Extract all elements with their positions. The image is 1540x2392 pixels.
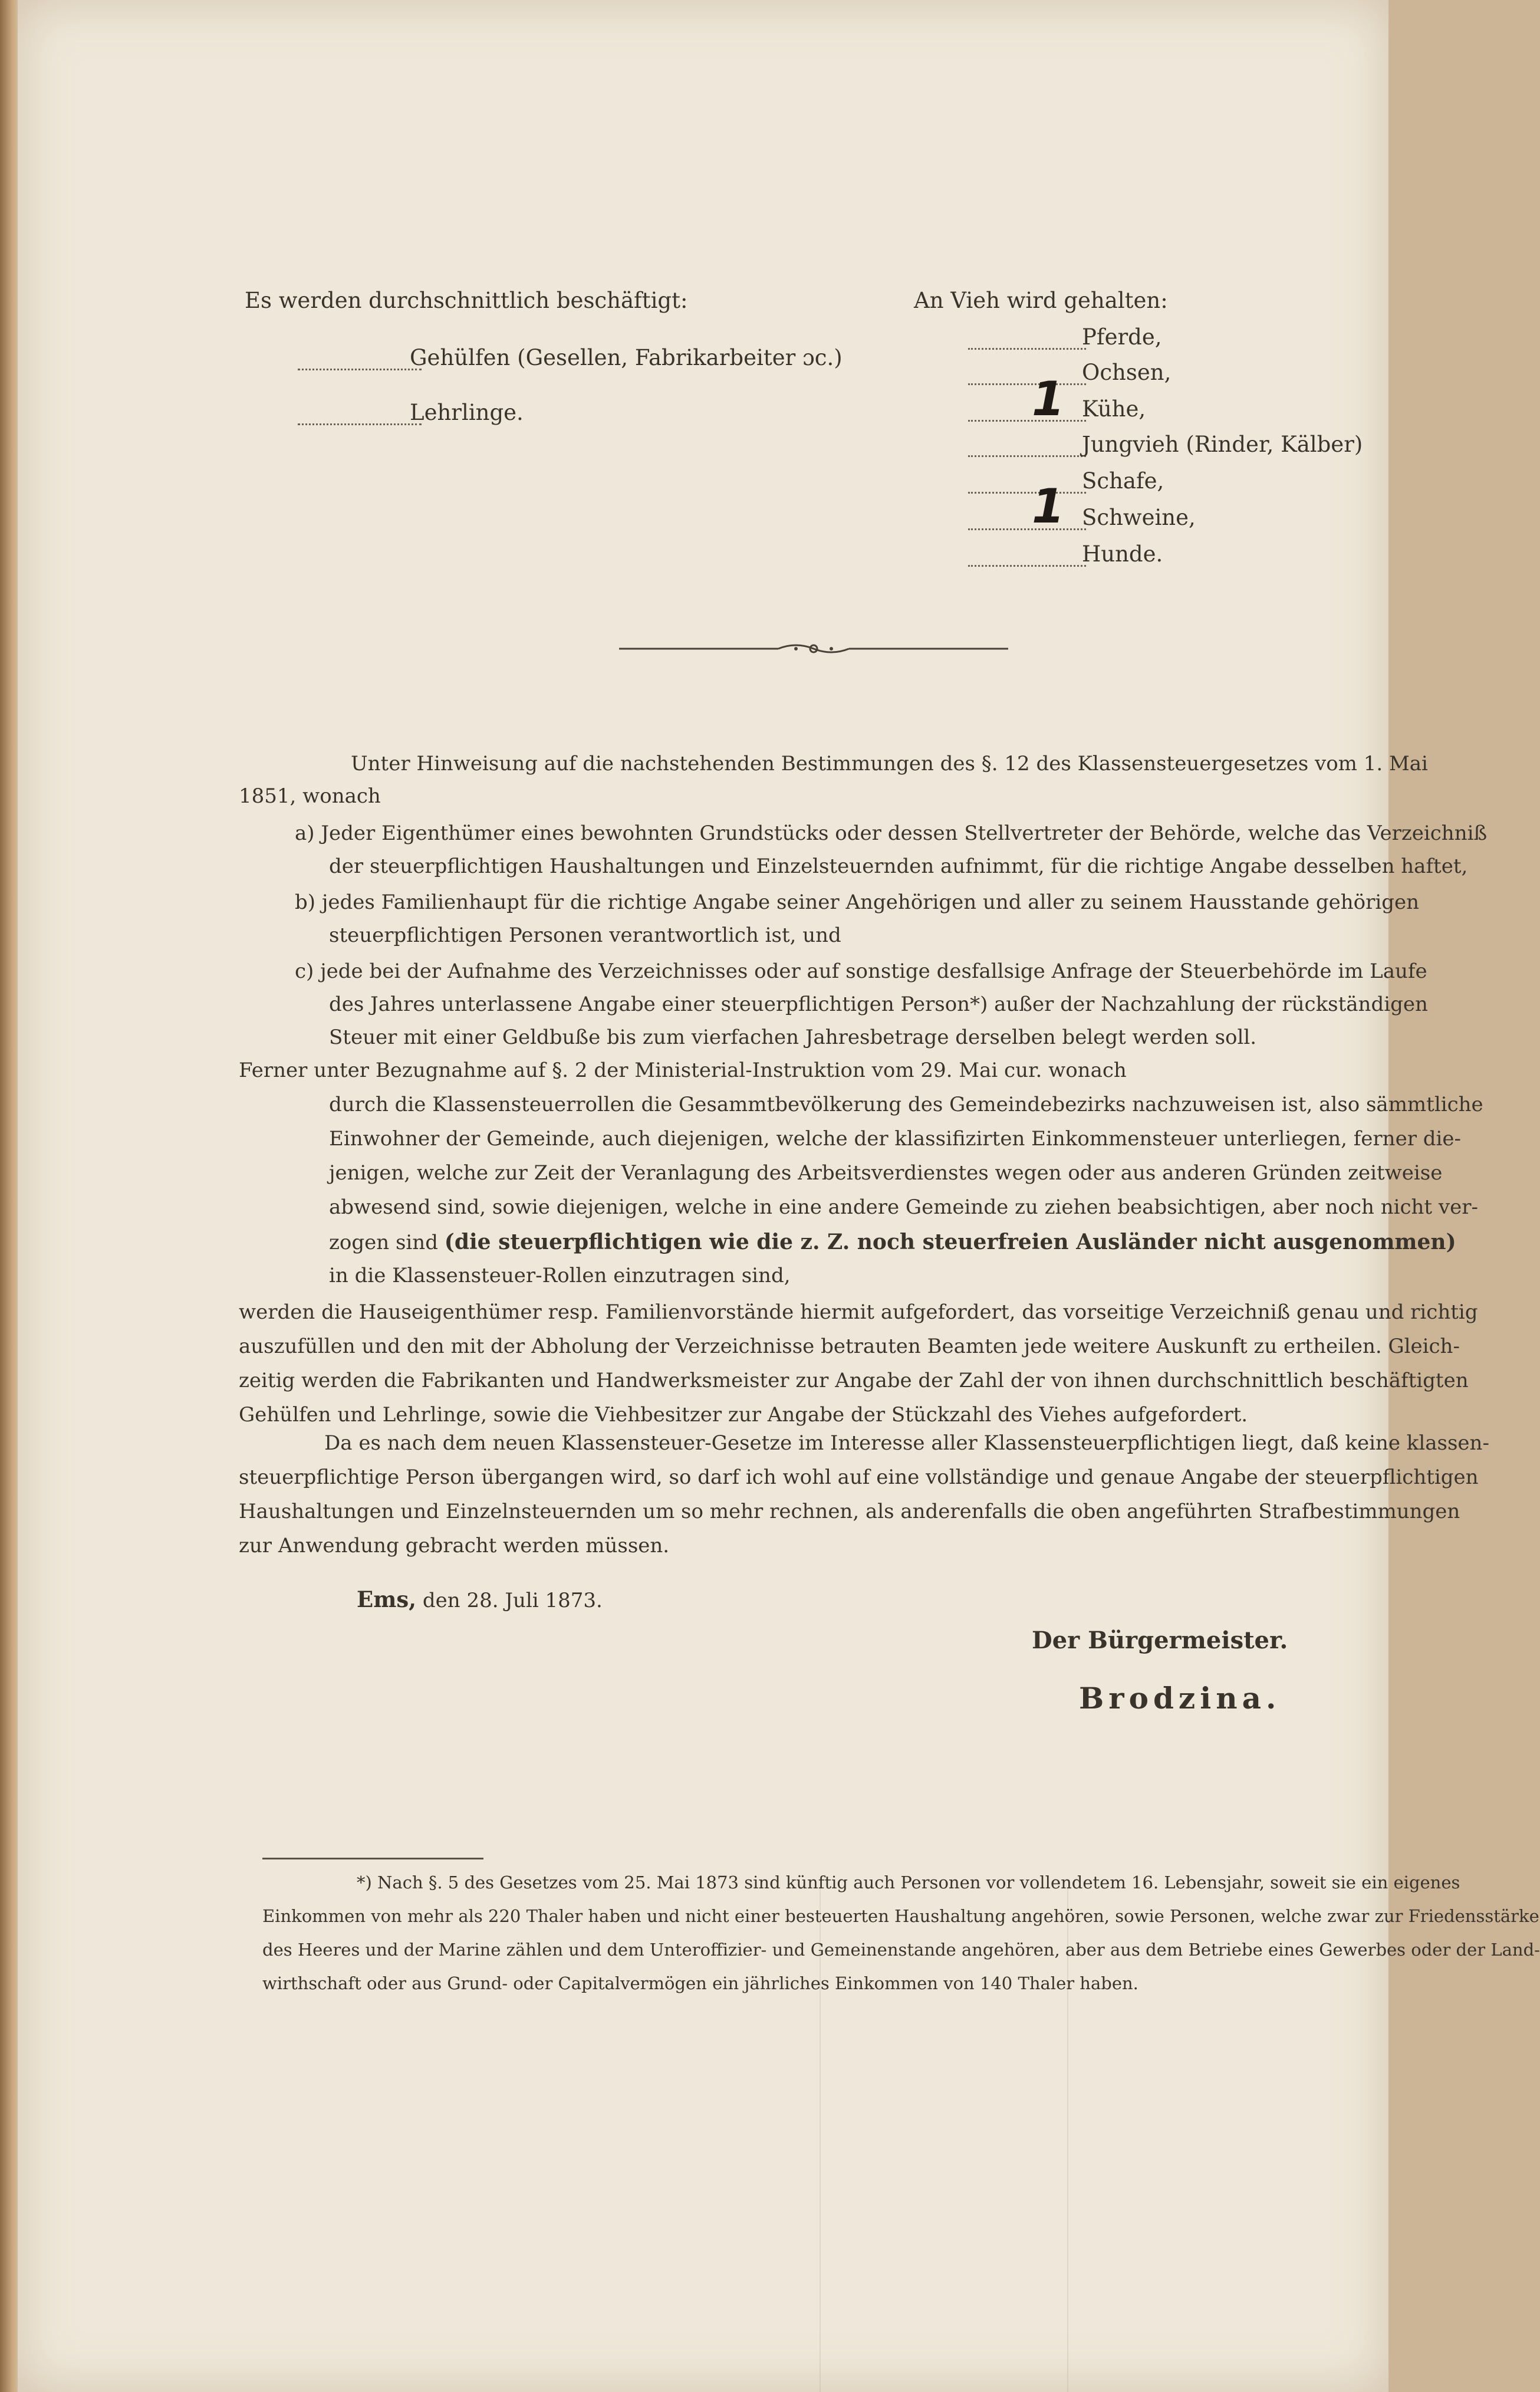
werden-line-2: auszufüllen und den mit der Abholung der Verzeichnisse betrauten Beamten jede weitere Auskunft zu ertheilen. Gleich-	[239, 1335, 1460, 1358]
ferner-line-5: abwesend sind, sowie diejenigen, welche in eine andere Gemeinde zu ziehen beabsichtigen, aber noch nicht ver-	[329, 1195, 1478, 1219]
da-line-1: Da es nach dem neuen Klassensteuer-Gesetze im Interesse aller Klassensteuerpflichtigen liegt, daß keine klassen-	[324, 1431, 1489, 1455]
ornament-divider	[619, 637, 1008, 661]
ferner-line-6-bold: (die steuerpflichtigen wie die z. Z. noch steuerfreien Ausländer nicht ausgenommen)	[444, 1230, 1456, 1254]
employees-apprentices-label: Lehrlinge.	[410, 400, 524, 425]
document-page	[18, 0, 1540, 2392]
footnote-line-3: des Heeres und der Marine zählen und dem Unteroffizier- und Gemeinenstande angehören, aber aus dem Betriebe eines Gewerbes oder der Land-	[262, 1940, 1540, 1960]
livestock-young-cattle-field[interactable]	[968, 455, 1086, 457]
signature-name: Brodzina.	[1079, 1681, 1281, 1716]
livestock-dogs-label: Hunde.	[1082, 541, 1163, 567]
item-b-line-1: b) jedes Familienhaupt für die richtige Angabe seiner Angehörigen und aller zu seinem Hausstande gehörigen	[295, 891, 1420, 914]
livestock-sheep-label: Schafe,	[1082, 468, 1164, 494]
livestock-dogs-field[interactable]	[968, 565, 1086, 567]
da-line-4: zur Anwendung gebracht werden müssen.	[239, 1534, 670, 1558]
ruling-line	[820, 1887, 821, 2392]
employees-assistants-field[interactable]	[298, 369, 422, 370]
livestock-oxen-field[interactable]	[968, 383, 1086, 385]
ferner-line-4: jenigen, welche zur Zeit der Veranlagung des Arbeitsverdienstes wegen oder aus anderen Gründen zeitweise	[329, 1161, 1443, 1185]
footnote-line-4: wirthschaft oder aus Grund- oder Capitalvermögen ein jährliches Einkommen von 140 Thaler haben.	[262, 1973, 1138, 1993]
livestock-horses-field[interactable]	[968, 348, 1086, 350]
livestock-cows-label: Kühe,	[1082, 396, 1146, 422]
ferner-line-6	[329, 1230, 1456, 1254]
signature-title: Der Bürgermeister.	[1032, 1627, 1288, 1654]
livestock-pigs-label: Schweine,	[1082, 505, 1196, 530]
intro-line-1: Unter Hinweisung auf die nachstehenden Bestimmungen des §. 12 des Klassensteuergesetzes vom 1. Mai	[351, 752, 1428, 776]
werden-line-4: Gehülfen und Lehrlinge, sowie die Viehbesitzer zur Angabe der Stückzahl des Viehes aufgefordert.	[239, 1403, 1248, 1427]
employees-apprentices-field[interactable]	[298, 423, 422, 425]
da-line-2: steuerpflichtige Person übergangen wird, so darf ich wohl auf eine vollständige und genaue Angabe der steuerpflichtigen	[239, 1466, 1479, 1489]
intro-line-2: 1851, wonach	[239, 784, 381, 808]
ferner-line-6-prefix: zogen sind	[329, 1231, 438, 1254]
date-line	[357, 1586, 603, 1612]
date-rest: den 28. Juli 1873.	[422, 1589, 603, 1612]
livestock-sheep-field[interactable]	[968, 492, 1086, 494]
ferner-line-7: in die Klassensteuer-Rollen einzutragen sind,	[329, 1264, 791, 1287]
livestock-pigs-field[interactable]	[968, 528, 1086, 530]
item-b-line-2: steuerpflichtigen Personen verantwortlich ist, und	[329, 924, 841, 947]
employees-heading: Es werden durchschnittlich beschäftigt:	[245, 288, 688, 313]
item-c-line-2: des Jahres unterlassene Angabe einer steuerpflichtigen Person*) außer der Nachzahlung der rückständigen	[329, 993, 1428, 1016]
livestock-cows-field[interactable]	[968, 420, 1086, 422]
werden-line-3: zeitig werden die Fabrikanten und Handwerksmeister zur Angabe der Zahl der von ihnen durchschnittlich beschäftigten	[239, 1369, 1469, 1392]
ferner-line-1: Ferner unter Bezugnahme auf §. 2 der Ministerial-Instruktion vom 29. Mai cur. wonach	[239, 1059, 1127, 1082]
footnote-line-2: Einkommen von mehr als 220 Thaler haben und nicht einer besteuerten Haushaltung angehören, sowie Personen, welche zwar zur Friedensstärke	[262, 1906, 1539, 1926]
item-a-line-1: a) Jeder Eigenthümer eines bewohnten Grundstücks oder dessen Stellvertreter der Behörde, welche das Verzeichniß	[295, 822, 1488, 845]
da-line-3: Haushaltungen und Einzelnsteuernden um so mehr rechnen, als anderenfalls die oben angeführten Strafbestimmungen	[239, 1500, 1460, 1523]
employees-assistants-label: Gehülfen (Gesellen, Fabrikarbeiter ɔc.)	[410, 345, 843, 370]
livestock-cows-value: 1	[1032, 372, 1065, 426]
item-c-line-1: c) jede bei der Aufnahme des Verzeichnisses oder auf sonstige desfallsige Anfrage der Steuerbehörde im Laufe	[295, 960, 1427, 983]
date-place: Ems,	[357, 1586, 417, 1612]
book-binding	[0, 0, 20, 2392]
werden-line-1: werden die Hauseigenthümer resp. Familienvorstände hiermit aufgefordert, das vorseitige Verzeichniß genau und richtig	[239, 1300, 1478, 1324]
livestock-oxen-label: Ochsen,	[1082, 360, 1172, 385]
footnote-line-1: *) Nach §. 5 des Gesetzes vom 25. Mai 1873 sind künftig auch Personen vor vollendetem 16. Lebensjahr, soweit sie ein eigenes	[357, 1872, 1460, 1892]
ferner-line-2: durch die Klassensteuerrollen die Gesammtbevölkerung des Gemeindebezirks nachzuweisen ist, also sämmtliche	[329, 1093, 1483, 1116]
ferner-line-3: Einwohner der Gemeinde, auch diejenigen, welche der klassifizirten Einkommensteuer unterliegen, ferner die-	[329, 1127, 1462, 1151]
livestock-pigs-value: 1	[1032, 479, 1065, 534]
livestock-horses-label: Pferde,	[1082, 324, 1162, 350]
item-a-line-2: der steuerpflichtigen Haushaltungen und Einzelsteuernden aufnimmt, für die richtige Angabe desselben haftet,	[329, 855, 1468, 878]
livestock-young-cattle-label: Jungvieh (Rinder, Kälber)	[1082, 432, 1363, 457]
footnote-rule	[262, 1858, 483, 1859]
item-c-line-3: Steuer mit einer Geldbuße bis zum vierfachen Jahresbetrage derselben belegt werden soll.	[329, 1026, 1257, 1049]
ruling-line	[1067, 1887, 1068, 2392]
livestock-heading: An Vieh wird gehalten:	[914, 288, 1168, 313]
